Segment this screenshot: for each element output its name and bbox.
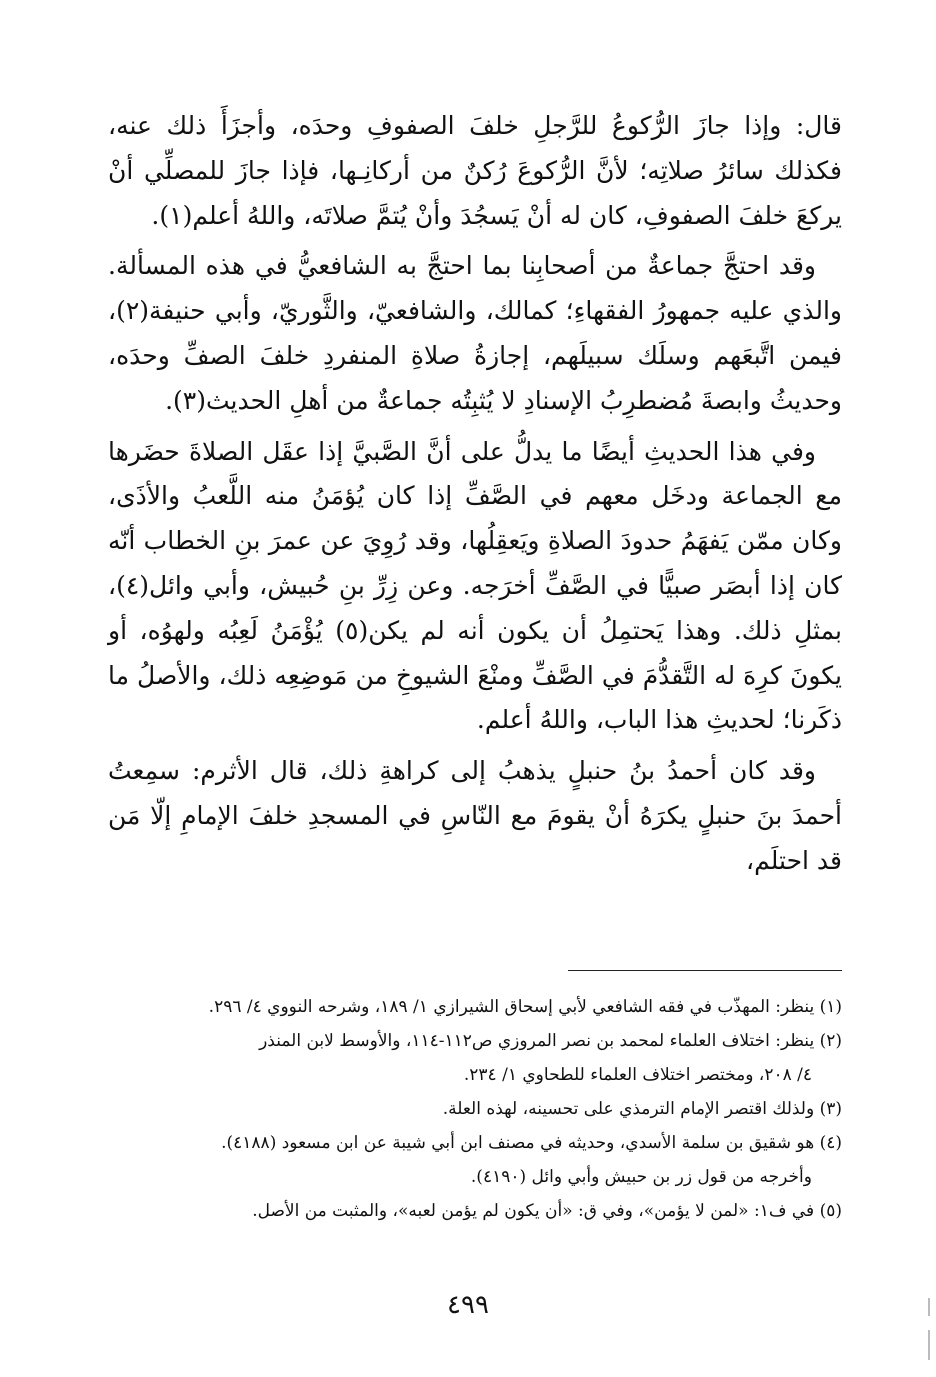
footnote-divider bbox=[568, 970, 842, 971]
page-edge-mark-bottom bbox=[928, 1330, 930, 1360]
page-number: ٤٩٩ bbox=[447, 1290, 489, 1320]
main-text-block bbox=[108, 104, 842, 884]
paragraph-4: وقد كان أحمدُ بنُ حنبلٍ يذهبُ إلى كراهةِ ذلك، قال الأثرم: سمِعتُ أحمدَ بنَ حنبلٍ يكرَهُ أنْ يقومَ مع النّاسِ في المسجدِ خلفَ الإمامِ إلّا مَن قد احتلَم، bbox=[108, 756, 843, 875]
footnote-1: (١) ينظر: المهذّب في فقه الشافعي لأبي إسحاق الشيرازي ١/ ١٨٩، وشرحه النووي ٤/ ٢٩٦. bbox=[208, 997, 842, 1017]
footnotes-block bbox=[98, 990, 842, 1228]
paragraph-3: وفي هذا الحديثِ أيضًا ما يدلُّ على أنَّ الصَّبيَّ إذا عقَل الصلاةَ حضَرها مع الجماعة ودخَل معهم في الصَّفِّ إذا كان يُؤمَنُ منه اللَّعبُ والأذَى، وكان ممّن يَفهَمُ حدودَ الصلاةِ ويَعقِلُها، وقد رُوِيَ عن عمرَ بنِ الخطاب أنّه كان إذا أبصَر صبيًّا في الصَّفِّ أخرَجه. وعن زِرِّ بنِ حُبيش، وأبي وائل(٤)، بمثلِ ذلك. وهذا يَحتمِلُ أن يكون أنه لم يكن(٥) يُؤْمَنُ لَعِبُه ولهوُه، أو يكونَ كرِهَ له التَّقدُّمَ في الصَّفِّ ومنْعَ الشيوخِ من مَوضِعِه ذلك، والأصلُ ما ذكَرنا؛ لحديثِ هذا الباب، واللهُ أعلم. bbox=[108, 436, 842, 735]
paragraph-1: قال: وإذا جازَ الرُّكوعُ للرَّجلِ خلفَ الصفوفِ وحدَه، وأجزَأَ ذلك عنه، فكذلك سائرُ صلاتِه؛ لأنَّ الرُّكوعَ رُكنٌ من أركانِـها، فإذا جازَ للمصلِّي أنْ يركعَ خلفَ الصفوفِ، كان له أنْ يَسجُدَ وأنْ يُتمَّ صلاتَه، واللهُ أعلم(١). bbox=[108, 111, 842, 230]
page-edge-mark-top bbox=[928, 1298, 930, 1316]
footnote-2: (٢) ينظر: اختلاف العلماء لمحمد بن نصر المروزي ص١١٢-١١٤، والأوسط لابن المنذر bbox=[259, 1031, 842, 1051]
footnote-3: (٣) ولذلك اقتصر الإمام الترمذي على تحسينه، لهذه العلة. bbox=[442, 1099, 842, 1119]
footnote-4-continuation: وأخرجه من قول زر بن حبيش وأبي وائل (٤١٩٠). bbox=[470, 1167, 812, 1187]
footnote-4: (٤) هو شقيق بن سلمة الأسدي، وحديثه في مصنف ابن أبي شيبة عن ابن مسعود (٤١٨٨). bbox=[221, 1133, 842, 1153]
footnote-5: (٥) في ف١: «لمن لا يؤمن»، وفي ق: «أن يكون لم يؤمن لعبه»، والمثبت من الأصل. bbox=[252, 1201, 842, 1221]
paragraph-2: وقد احتجَّ جماعةٌ من أصحابِنا بما احتجَّ به الشافعيُّ في هذه المسألة. والذي عليه جمهورُ الفقهاءِ؛ كمالك، والشافعيّ، والثَّوريّ، وأبي حنيفة(٢)، فيمن اتَّبعَهم وسلَك سبيلَهم، إجازةُ صلاةِ المنفردِ خلفَ الصفِّ وحدَه، وحديثُ وابصةَ مُضطرِبُ الإسنادِ لا يُثبِتُه جماعةٌ من أهلِ الحديث(٣). bbox=[108, 251, 842, 415]
footnote-2-continuation: ٤/ ٢٠٨، ومختصر اختلاف العلماء للطحاوي ١/ ٢٣٤. bbox=[463, 1065, 812, 1085]
